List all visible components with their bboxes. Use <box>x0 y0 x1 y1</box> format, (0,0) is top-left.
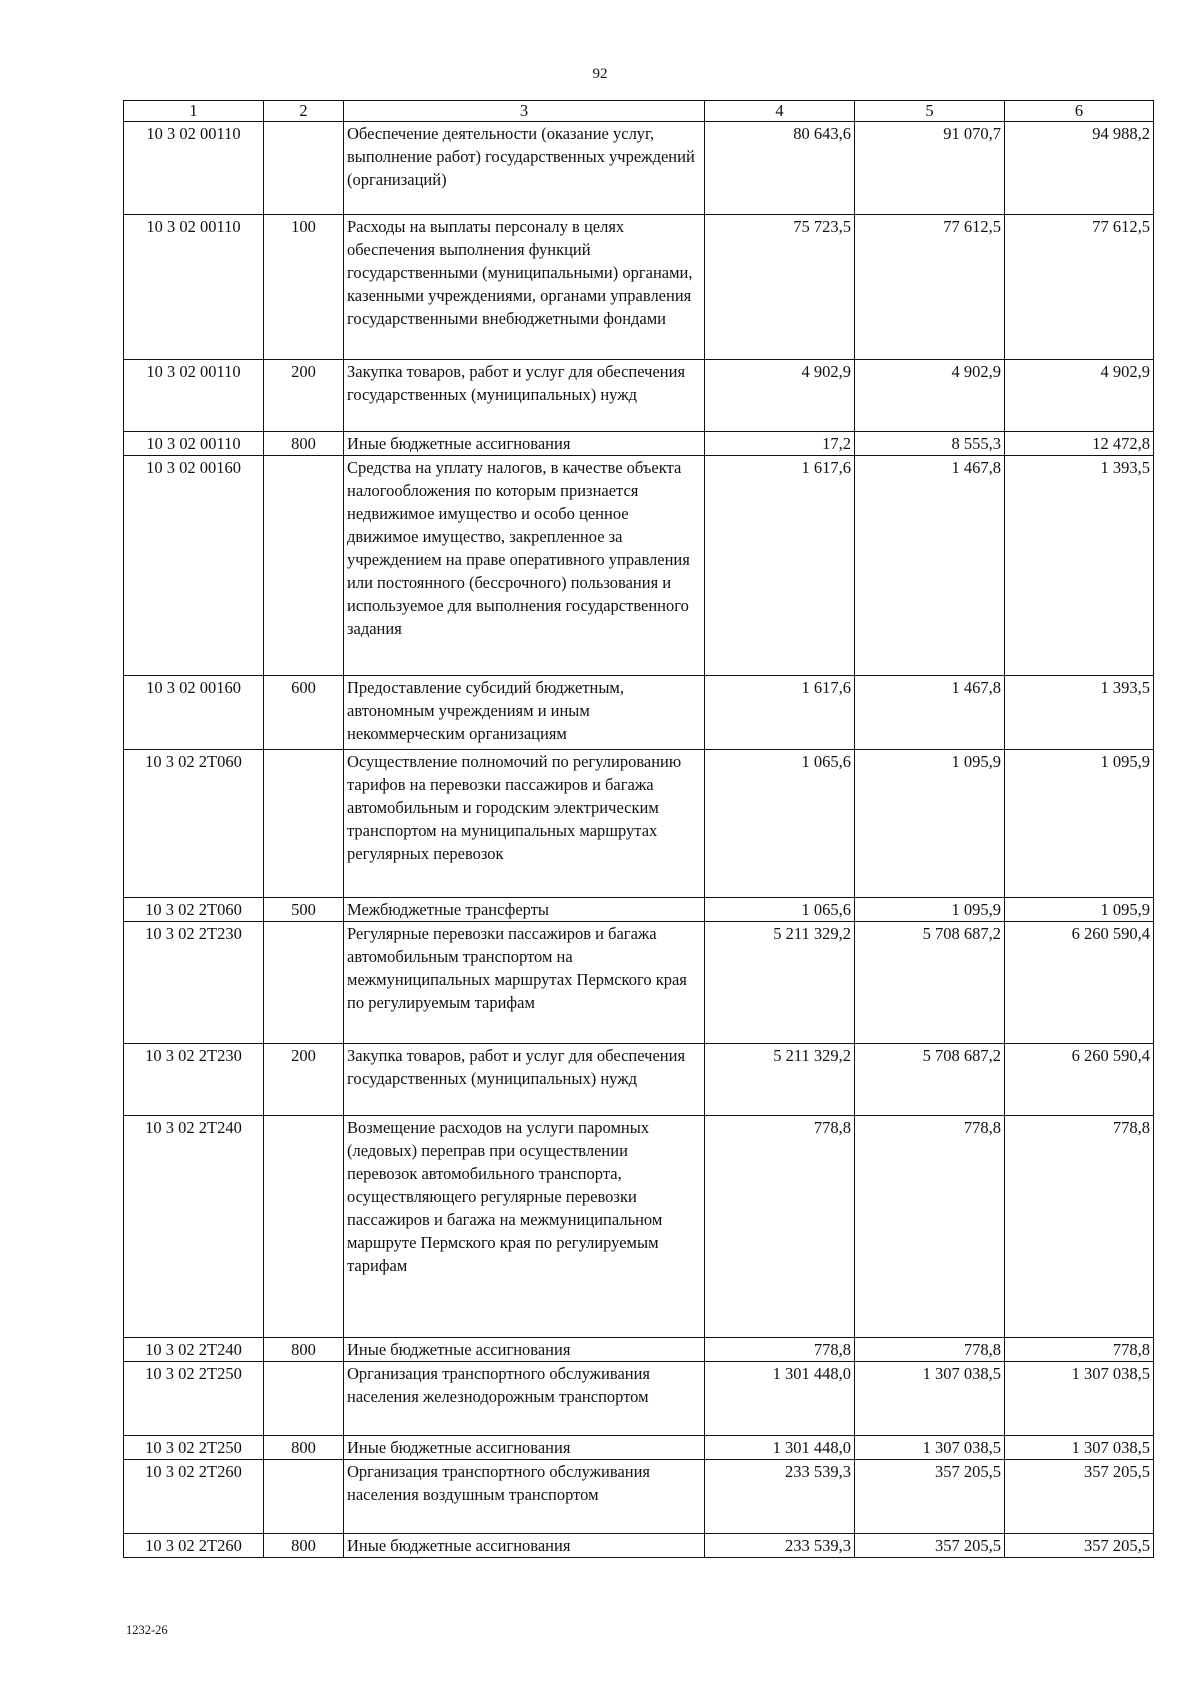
row-name: Обеспечение деятельности (оказание услуг, выполнение работ) государственных учреждений (организаций) <box>344 122 705 215</box>
row-expense-type: 500 <box>264 898 344 922</box>
row-value-6: 1 095,9 <box>1005 898 1154 922</box>
row-value-5: 4 902,9 <box>855 360 1005 432</box>
row-value-5: 1 467,8 <box>855 456 1005 676</box>
row-value-4: 778,8 <box>705 1338 855 1362</box>
column-header-5: 5 <box>855 101 1005 122</box>
row-value-5: 357 205,5 <box>855 1534 1005 1558</box>
row-value-5: 8 555,3 <box>855 432 1005 456</box>
table-row <box>124 1460 1154 1534</box>
row-value-4: 1 065,6 <box>705 750 855 898</box>
row-code: 10 3 02 2Т230 <box>124 922 264 1044</box>
table-body <box>124 122 1154 1558</box>
table-row <box>124 922 1154 1044</box>
row-expense-type <box>264 1460 344 1534</box>
row-name: Иные бюджетные ассигнования <box>344 432 705 456</box>
table-row <box>124 898 1154 922</box>
row-value-5: 5 708 687,2 <box>855 1044 1005 1116</box>
row-name: Закупка товаров, работ и услуг для обеспечения государственных (муниципальных) нужд <box>344 360 705 432</box>
row-code: 10 3 02 00160 <box>124 676 264 750</box>
table-row <box>124 676 1154 750</box>
row-name: Средства на уплату налогов, в качестве объекта налогообложения по которым признается недвижимое имущество и особо ценное движимое имущество, закрепленное за учреждением на праве оперативного управления или постоянного (бессрочного) пользования и используемое для выполнения государственного задания <box>344 456 705 676</box>
table-row <box>124 1044 1154 1116</box>
row-value-5: 357 205,5 <box>855 1460 1005 1534</box>
row-value-6: 6 260 590,4 <box>1005 1044 1154 1116</box>
row-value-4: 80 643,6 <box>705 122 855 215</box>
budget-table <box>123 100 1154 1558</box>
table-row <box>124 215 1154 360</box>
row-value-6: 1 393,5 <box>1005 676 1154 750</box>
row-value-6: 1 307 038,5 <box>1005 1436 1154 1460</box>
row-code: 10 3 02 2Т230 <box>124 1044 264 1116</box>
column-header-4: 4 <box>705 101 855 122</box>
row-value-6: 4 902,9 <box>1005 360 1154 432</box>
row-expense-type: 800 <box>264 1436 344 1460</box>
row-code: 10 3 02 2Т060 <box>124 898 264 922</box>
row-value-4: 1 301 448,0 <box>705 1436 855 1460</box>
row-value-4: 1 617,6 <box>705 676 855 750</box>
row-value-5: 1 095,9 <box>855 898 1005 922</box>
document-code: 1232-26 <box>126 1623 168 1637</box>
row-value-6: 778,8 <box>1005 1116 1154 1338</box>
table-row <box>124 456 1154 676</box>
row-value-4: 1 065,6 <box>705 898 855 922</box>
page-number: 92 <box>592 66 608 82</box>
table-row <box>124 432 1154 456</box>
table-row <box>124 1362 1154 1436</box>
table-header-row <box>124 101 1154 122</box>
row-code: 10 3 02 2Т260 <box>124 1534 264 1558</box>
row-expense-type: 800 <box>264 1338 344 1362</box>
row-name: Организация транспортного обслуживания населения железнодорожным транспортом <box>344 1362 705 1436</box>
table-row <box>124 750 1154 898</box>
row-code: 10 3 02 00110 <box>124 432 264 456</box>
row-expense-type <box>264 122 344 215</box>
row-value-5: 77 612,5 <box>855 215 1005 360</box>
row-value-6: 12 472,8 <box>1005 432 1154 456</box>
row-value-4: 1 301 448,0 <box>705 1362 855 1436</box>
row-expense-type <box>264 750 344 898</box>
column-header-2: 2 <box>264 101 344 122</box>
row-value-5: 5 708 687,2 <box>855 922 1005 1044</box>
row-code: 10 3 02 00160 <box>124 456 264 676</box>
column-header-1: 1 <box>124 101 264 122</box>
row-code: 10 3 02 2Т240 <box>124 1338 264 1362</box>
row-code: 10 3 02 2Т250 <box>124 1436 264 1460</box>
table-row <box>124 360 1154 432</box>
row-code: 10 3 02 00110 <box>124 360 264 432</box>
row-name: Осуществление полномочий по регулированию тарифов на перевозки пассажиров и багажа автомобильным и городским электрическим транспортом на муниципальных маршрутах регулярных перевозок <box>344 750 705 898</box>
row-value-5: 1 467,8 <box>855 676 1005 750</box>
row-expense-type <box>264 1116 344 1338</box>
row-expense-type: 800 <box>264 1534 344 1558</box>
row-code: 10 3 02 00110 <box>124 122 264 215</box>
column-header-3: 3 <box>344 101 705 122</box>
row-expense-type: 600 <box>264 676 344 750</box>
row-value-5: 91 070,7 <box>855 122 1005 215</box>
row-value-6: 357 205,5 <box>1005 1460 1154 1534</box>
table-row <box>124 1436 1154 1460</box>
row-name: Иные бюджетные ассигнования <box>344 1534 705 1558</box>
row-value-5: 1 095,9 <box>855 750 1005 898</box>
table-row <box>124 122 1154 215</box>
row-expense-type <box>264 1362 344 1436</box>
row-value-5: 1 307 038,5 <box>855 1362 1005 1436</box>
table-row <box>124 1338 1154 1362</box>
row-expense-type: 800 <box>264 432 344 456</box>
row-code: 10 3 02 2Т240 <box>124 1116 264 1338</box>
row-expense-type: 200 <box>264 360 344 432</box>
row-value-6: 1 307 038,5 <box>1005 1362 1154 1436</box>
row-value-5: 778,8 <box>855 1338 1005 1362</box>
row-value-6: 6 260 590,4 <box>1005 922 1154 1044</box>
row-code: 10 3 02 2Т250 <box>124 1362 264 1436</box>
row-name: Возмещение расходов на услуги паромных (ледовых) переправ при осуществлении перевозок автомобильного транспорта, осуществляющего регулярные перевозки пассажиров и багажа на межмуниципальном маршруте Пермского края по регулируемым тарифам <box>344 1116 705 1338</box>
row-value-6: 77 612,5 <box>1005 215 1154 360</box>
row-value-6: 94 988,2 <box>1005 122 1154 215</box>
row-value-4: 75 723,5 <box>705 215 855 360</box>
row-value-5: 778,8 <box>855 1116 1005 1338</box>
row-value-4: 1 617,6 <box>705 456 855 676</box>
row-value-6: 778,8 <box>1005 1338 1154 1362</box>
row-value-5: 1 307 038,5 <box>855 1436 1005 1460</box>
row-value-6: 357 205,5 <box>1005 1534 1154 1558</box>
row-expense-type <box>264 456 344 676</box>
row-value-4: 4 902,9 <box>705 360 855 432</box>
table-row <box>124 1534 1154 1558</box>
row-value-4: 233 539,3 <box>705 1460 855 1534</box>
row-expense-type: 200 <box>264 1044 344 1116</box>
row-name: Расходы на выплаты персоналу в целях обеспечения выполнения функций государственными (муниципальными) органами, казенными учреждениями, органами управления государственными внебюджетными фондами <box>344 215 705 360</box>
row-value-6: 1 095,9 <box>1005 750 1154 898</box>
row-code: 10 3 02 00110 <box>124 215 264 360</box>
row-value-4: 778,8 <box>705 1116 855 1338</box>
row-value-6: 1 393,5 <box>1005 456 1154 676</box>
table-row <box>124 1116 1154 1338</box>
row-value-4: 5 211 329,2 <box>705 922 855 1044</box>
row-name: Регулярные перевозки пассажиров и багажа автомобильным транспортом на межмуниципальных маршрутах Пермского края по регулируемым тарифам <box>344 922 705 1044</box>
column-header-6: 6 <box>1005 101 1154 122</box>
row-expense-type <box>264 922 344 1044</box>
row-code: 10 3 02 2Т060 <box>124 750 264 898</box>
row-expense-type: 100 <box>264 215 344 360</box>
row-code: 10 3 02 2Т260 <box>124 1460 264 1534</box>
row-value-4: 17,2 <box>705 432 855 456</box>
row-name: Межбюджетные трансферты <box>344 898 705 922</box>
row-name: Организация транспортного обслуживания населения воздушным транспортом <box>344 1460 705 1534</box>
row-name: Иные бюджетные ассигнования <box>344 1338 705 1362</box>
row-name: Предоставление субсидий бюджетным, автономным учреждениям и иным некоммерческим организациям <box>344 676 705 750</box>
row-name: Закупка товаров, работ и услуг для обеспечения государственных (муниципальных) нужд <box>344 1044 705 1116</box>
row-value-4: 5 211 329,2 <box>705 1044 855 1116</box>
row-name: Иные бюджетные ассигнования <box>344 1436 705 1460</box>
row-value-4: 233 539,3 <box>705 1534 855 1558</box>
